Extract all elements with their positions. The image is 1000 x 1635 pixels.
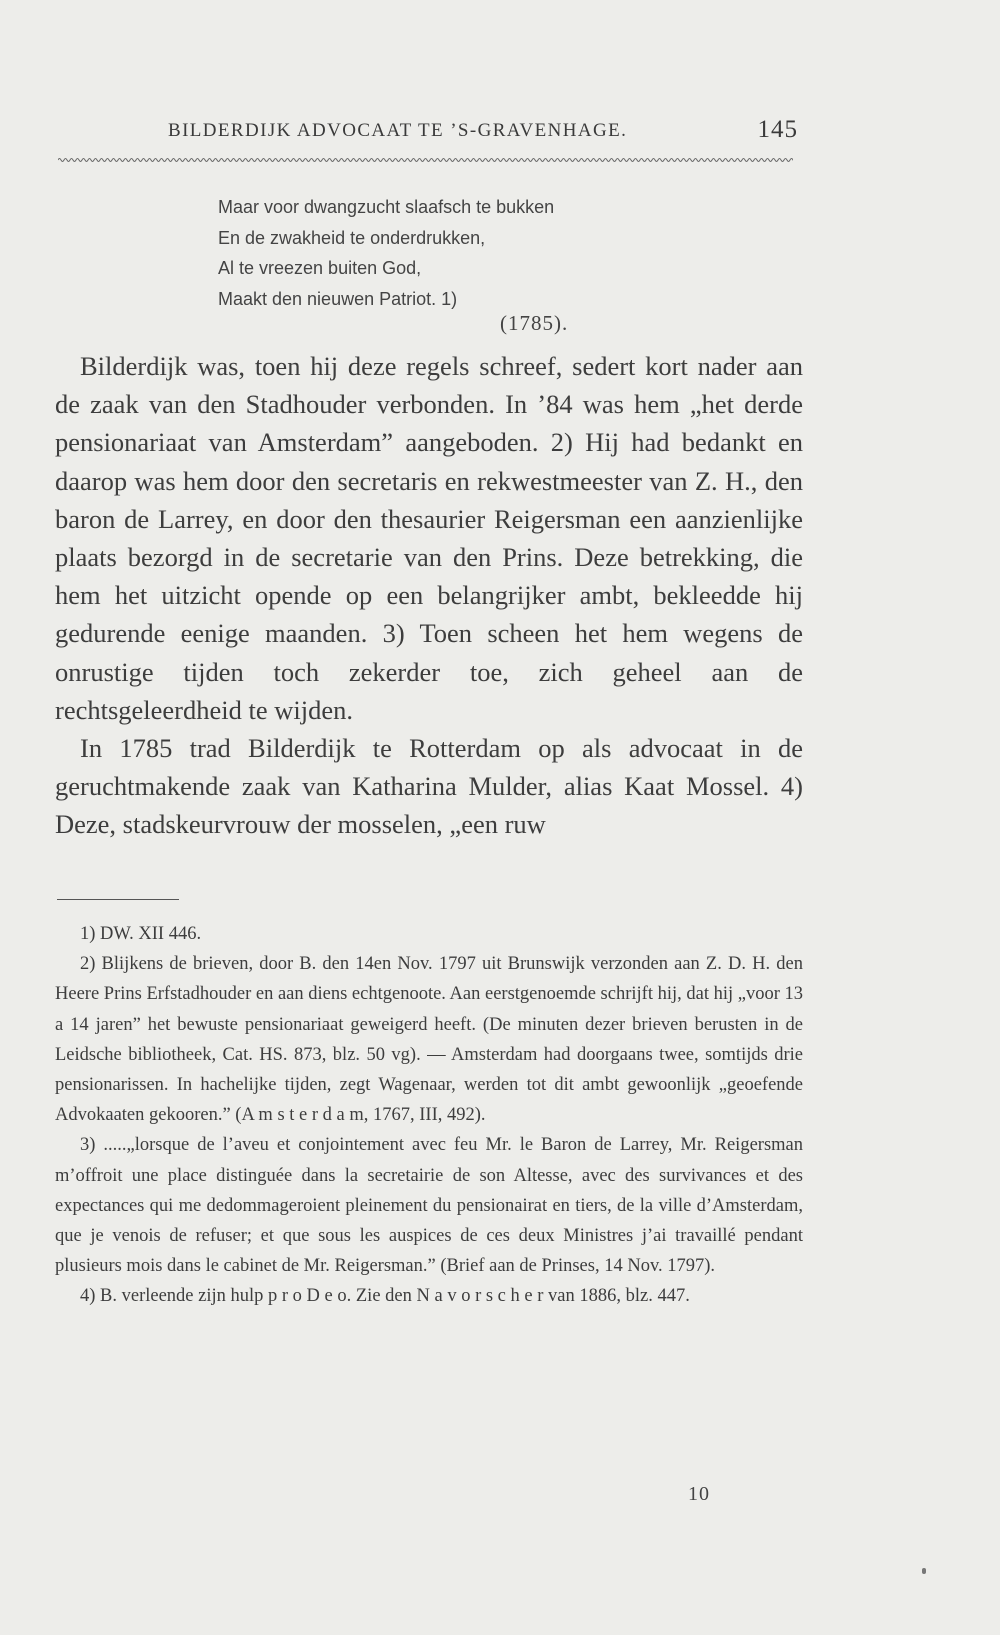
signature-mark: 10 <box>688 1483 710 1505</box>
body-paragraph: Bilderdijk was, toen hij deze regels schreef, sedert kort nader aan de zaak van den Stadhouder verbonden. In ’84 was hem „het derde pensionariaat van Amsterdam” aangeboden. 2) Hij had bedankt en daarop was hem door den secretaris en rekwestmeester van Z. H., den baron de Larrey, en door den thesaurier Reigersman een aanzienlijke plaats bezorgd in de secretarie van den Prins. Deze betrekking, die hem het uitzicht opende op een belangrijker ambt, bekleedde hij gedurende eenige maanden. 3) Toen scheen het hem wegens de onrustige tijden toch zekerder toe, zich geheel aan de rechtsgeleerdheid te wijden. <box>55 351 803 725</box>
poem-block <box>218 192 554 314</box>
poem-line: Al te vreezen buiten God, <box>218 258 422 278</box>
footnote-divider <box>57 899 179 900</box>
footnote: 3) .....„lorsque de l’aveu et conjointement avec feu Mr. le Baron de Larrey, Mr. Reigersman m’offroit une place distinguée dans la secretairie de son Altesse, avec des survivances et des expectances qui me dedommageroient pleinement du pensionairat en tiers, de la ville d’Amsterdam, que je venois de refuser; et que sous les auspices de ces deux Ministres j’ai travaillé pendant plusieurs mois dans le cabinet de Mr. Reigersman.” (Brief aan de Prinses, 14 Nov. 1797). <box>55 1135 803 1277</box>
poem-line: Maar voor dwangzucht slaafsch te bukken <box>218 197 555 217</box>
page-number: 145 <box>757 116 798 143</box>
poem-date: (1785). <box>500 311 569 335</box>
running-title: BILDERDIJK ADVOCAAT TE ’S-GRAVENHAGE. <box>168 120 628 141</box>
body-text <box>55 347 803 844</box>
speck <box>922 1568 926 1574</box>
body-paragraph: In 1785 trad Bilderdijk te Rotterdam op als advocaat in de geruchtmakende zaak van Katharina Mulder, alias Kaat Mossel. 4) Deze, stadskeurvrouw der mosselen, „een ruw <box>55 733 803 840</box>
poem-line: Maakt den nieuwen Patriot. 1) <box>218 288 458 309</box>
footnote: 2) Blijkens de brieven, door B. den 14en Nov. 1797 uit Brunswijk verzonden aan Z. D. H. den Heere Prins Erfstadhouder en aan diens echtgenoote. Aan eerstgenoemde schrijft hij, dat hij „voor 13 a 14 jaren” het bewuste pensionariaat geweigerd heeft. (De minuten dezer brieven berusten in de Leidsche bibliotheek, Cat. HS. 873, blz. 50 vg). — Amsterdam had doorgaans twee, somtijds drie pensionarissen. In hachelijke tijden, zegt Wagenaar, werden tot dit ambt gewoonlijk „geoefende Advokaaten gekooren.” (A m s t e r d a m, 1767, III, 492). <box>55 954 803 1126</box>
poem-line: En de zwakheid te onderdrukken, <box>218 227 486 248</box>
footnotes <box>55 919 803 1312</box>
footnote: 1) DW. XII 446. <box>80 924 202 944</box>
footnote: 4) B. verleende zijn hulp p r o D e o. Zie den N a v o r s c h e r van 1886, blz. 447. <box>80 1286 690 1307</box>
running-head <box>168 116 798 146</box>
wavy-rule <box>58 156 793 164</box>
